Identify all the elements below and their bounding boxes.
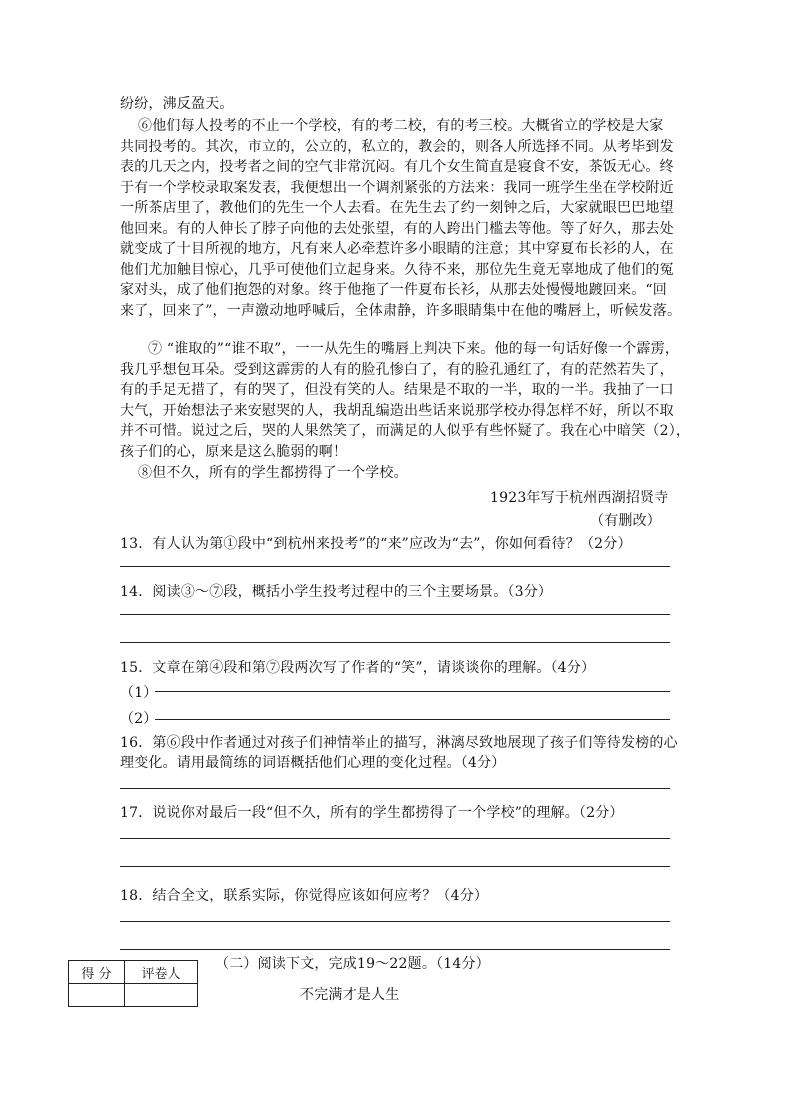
score-label: 得 分 xyxy=(69,961,125,984)
question-13: 13．有人认为第①段中“到杭州来投考”的“来”应改为“去”，你如何看待？（2分） xyxy=(120,536,632,552)
paragraph-line: 大气，开始想法子来安慰哭的人，我胡乱编造出些话来说那学校办得怎样不好，所以不取 xyxy=(120,403,674,419)
score-cell[interactable] xyxy=(69,984,125,1007)
question-17: 17．说说你对最后一段“但不久，所有的学生都捞得了一个学校”的理解。（2分） xyxy=(120,805,624,821)
question-16-cont: 理变化。请用最简练的词语概括他们心理的变化过程。（4分） xyxy=(120,755,506,771)
answer-line-15-1[interactable] xyxy=(155,691,670,692)
question-15-label-2: （2） xyxy=(120,711,158,727)
paragraph-line: 家对头，成了他们抱怨的对象。终于他拖了一件夏布长衫，从那去处慢慢地踱回来。“回 xyxy=(120,282,667,298)
score-box xyxy=(68,960,198,1007)
paragraph-5-tail: 纷纷，沸反盈天。 xyxy=(120,96,234,112)
question-16: 16．第⑥段中作者通过对孩子们神情举止的描写，淋漓尽致地展现了孩子们等待发榜的心 xyxy=(120,735,678,751)
answer-line-17-2[interactable] xyxy=(120,866,670,867)
section-2-heading: （二）阅读下文，完成19～22题。（14分） xyxy=(215,956,490,972)
edit-note: （有删改） xyxy=(590,513,661,529)
question-18: 18．结合全文，联系实际，你觉得应该如何应考？（4分） xyxy=(120,888,489,904)
paragraph-line: 来了，回来了”，一声激动地呼喊后，全体肃静，许多眼睛集中在他的嘴唇上，听候发落。 xyxy=(120,303,682,319)
answer-line-16[interactable] xyxy=(120,788,670,789)
grader-label: 评卷人 xyxy=(125,961,198,984)
paragraph-line: ⑦ “谁取的”“谁不取”，一一从先生的嘴唇上判决下来。他的每一句话好像一个霹雳， xyxy=(148,341,680,357)
answer-line-14-2[interactable] xyxy=(120,642,670,643)
answer-line-15-2[interactable] xyxy=(155,719,670,720)
paragraph-line: 并不可惜。说过之后，哭的人果然笑了，而满足的人似乎有些怀疑了。我在心中暗笑（2）， xyxy=(120,423,691,439)
answer-line-18-1[interactable] xyxy=(120,921,670,922)
question-15: 15．文章在第④段和第⑦段两次写了作者的“笑”，请谈谈你的理解。（4分） xyxy=(120,660,596,676)
question-15-label-1: （1） xyxy=(120,685,158,701)
paragraph-line: 孩子们的心，原来是这么脆弱的啊！ xyxy=(120,444,348,460)
answer-line-13[interactable] xyxy=(120,566,670,567)
paragraph-line: 我几乎想包耳朵。受到这霹雳的人有的脸孔惨白了，有的脸孔通红了，有的茫然若失了， xyxy=(120,362,674,378)
paragraph-line: 有的手足无措了，有的哭了，但没有笑的人。结果是不取的一半，取的一半。我抽了一口 xyxy=(120,382,674,398)
paragraph-line: 就变成了十目所视的地方，凡有来人必牵惹许多小眼睛的注意；其中穿夏布长衫的人，在 xyxy=(120,241,674,257)
source-date: 1923年写于杭州西湖招贤寺 xyxy=(490,490,669,506)
paragraph-line: 一所茶店里了，教他们的先生一个人去看。在先生去了约一刻钟之后，大家就眼巴巴地望 xyxy=(120,200,674,216)
grader-cell[interactable] xyxy=(125,984,198,1007)
question-14: 14．阅读③～⑦段，概括小学生投考过程中的三个主要场景。（3分） xyxy=(120,584,553,600)
paragraph-line: 共同投考的。其次，市立的，公立的，私立的，教会的，则各人所选择不同。从考毕到发 xyxy=(120,139,674,155)
answer-line-14-1[interactable] xyxy=(120,614,670,615)
section-2-title: 不完满才是人生 xyxy=(300,987,400,1003)
paragraph-8: ⑧但不久，所有的学生都捞得了一个学校。 xyxy=(138,465,408,481)
paragraph-line: 他们尤加触目惊心，几乎可使他们立起身来。久待不来，那位先生竟无辜地成了他们的冤 xyxy=(120,262,674,278)
answer-line-17-1[interactable] xyxy=(120,838,670,839)
paragraph-line: 于有一个学校录取案发表，我便想出一个调剂紧张的方法来：我同一班学生坐在学校附近 xyxy=(120,180,674,196)
paragraph-line: 他回来。有的人伸长了脖子向他的去处张望，有的人跨出门槛去等他。等了好久，那去处 xyxy=(120,221,674,237)
answer-line-18-2[interactable] xyxy=(120,949,670,950)
paragraph-line: 表的几天之内，投考者之间的空气非常沉闷。有几个女生简直是寝食不安，茶饭无心。终 xyxy=(120,159,674,175)
paragraph-line: ⑥他们每人投考的不止一个学校，有的考二校，有的考三校。大概省立的学校是大家 xyxy=(138,118,664,134)
